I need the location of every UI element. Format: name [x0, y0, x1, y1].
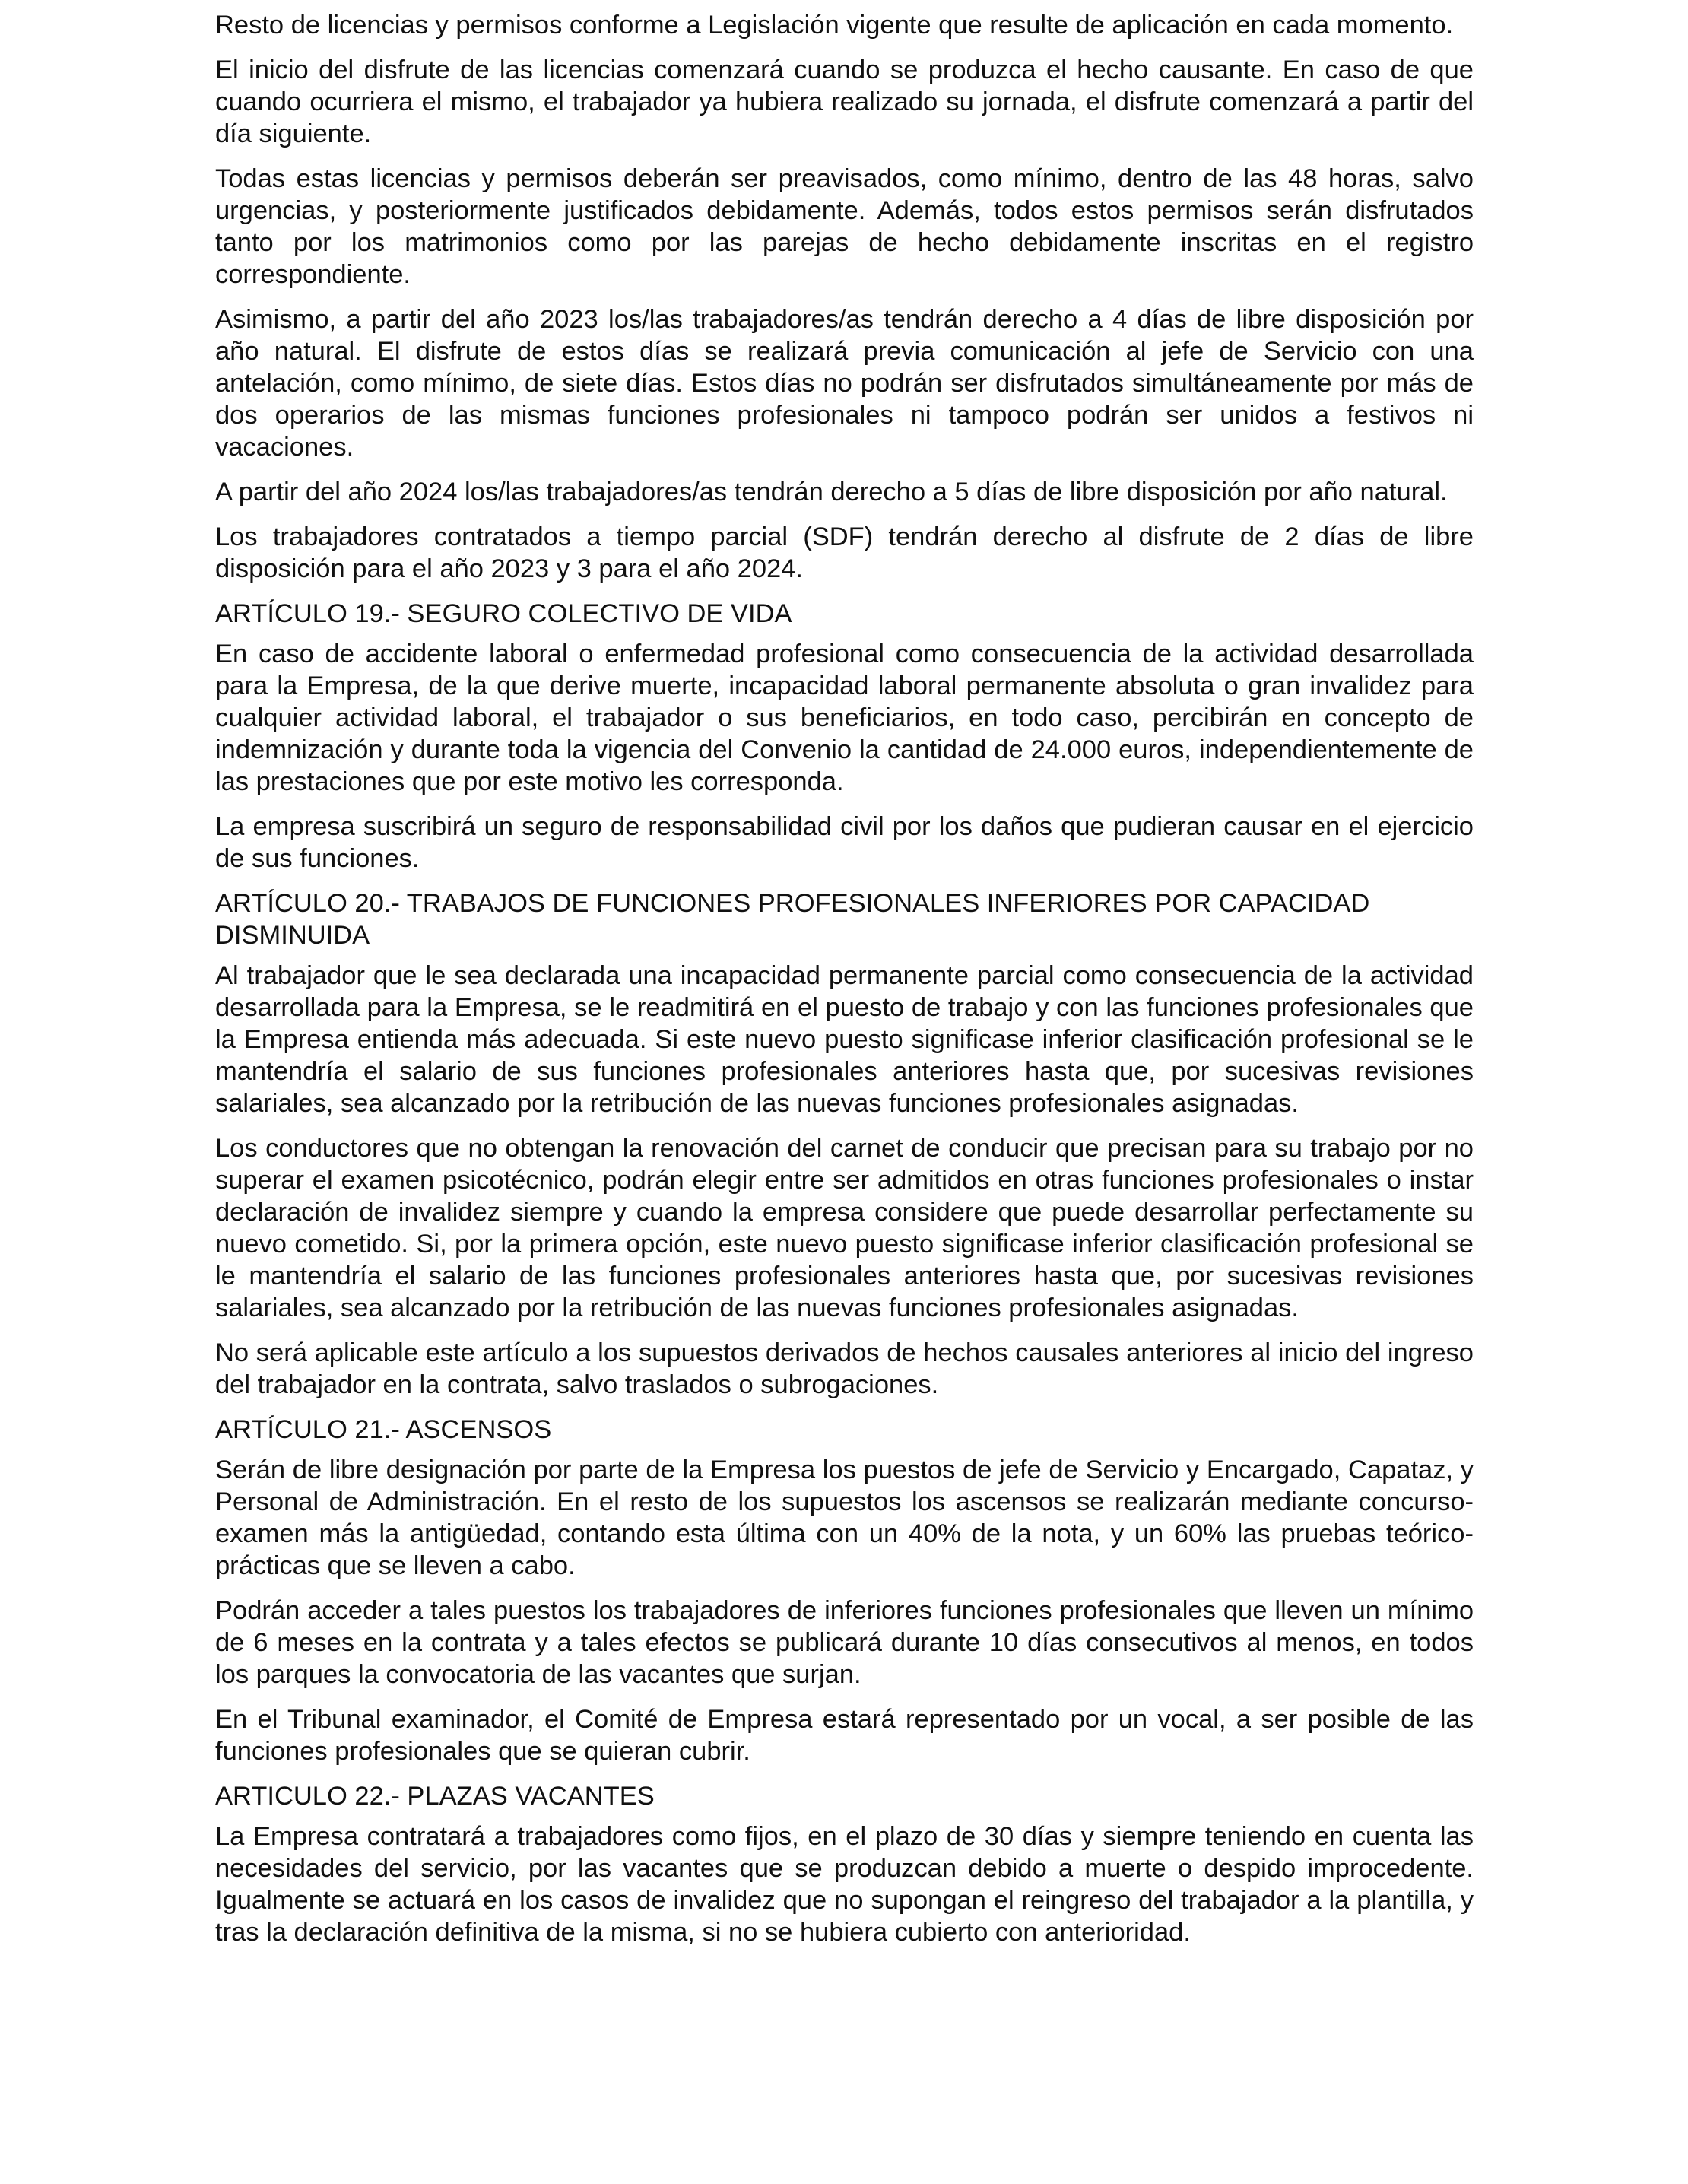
paragraph-seguro-vida: En caso de accidente laboral o enfermedad profesional como consecuencia de la actividad desarrollada para la Empresa, de la que derive muerte, incapacidad laboral permanente absoluta o gran invalidez para cualquier actividad laboral, el trabajador o sus beneficiarios, en todo caso, percibirán en concepto de indemnización y durante toda la vigencia del Convenio la cantidad de 24.000 euros, independientemente de las prestaciones que por este motivo les corresponda.: [215, 640, 1474, 796]
heading-articulo-21: ARTÍCULO 21.- ASCENSOS: [215, 1415, 552, 1444]
paragraph-plazas-vacantes: La Empresa contratará a trabajadores como fijos, en el plazo de 30 días y siempre teniendo en cuenta las necesidades del servicio, por las vacantes que se produzcan debido a muerte o despido improcedente. Igualmente se actuará en los casos de invalidez que no supongan el reingreso del trabajador a la plantilla, y tras la declaración definitiva de la misma, si no se hubiera cubierto con anterioridad.: [215, 1822, 1474, 1947]
paragraph-no-aplicable: No será aplicable este artículo a los supuestos derivados de hechos causales anteriores al inicio del ingreso del trabajador en la contrata, salvo traslados o subrogaciones.: [215, 1338, 1474, 1399]
heading-articulo-19: ARTÍCULO 19.- SEGURO COLECTIVO DE VIDA: [215, 599, 792, 628]
paragraph-libre-designacion: Serán de libre designación por parte de la Empresa los puestos de jefe de Servicio y Encargado, Capataz, y Personal de Administración. En el resto de los supuestos los ascensos se realizarán mediante concurso-examen más la antigüedad, contando esta última con un 40% de la nota, y un 60% las pruebas teórico-prácticas que se lleven a cabo.: [215, 1455, 1474, 1580]
paragraph-libre-disposicion-2023: Asimismo, a partir del año 2023 los/las trabajadores/as tendrán derecho a 4 días de libre disposición por año natural. El disfrute de estos días se realizará previa comunicación al jefe de Servicio con una antelación, como mínimo, de siete días. Estos días no podrán ser disfrutados simultáneamente por más de dos operarios de las mismas funciones profesionales ni tampoco podrán ser unidos a festivos ni vacaciones.: [215, 305, 1474, 462]
paragraph-tiempo-parcial: Los trabajadores contratados a tiempo parcial (SDF) tendrán derecho al disfrute de 2 días de libre disposición para el año 2023 y 3 para el año 2024.: [215, 522, 1474, 583]
paragraph-preaviso: Todas estas licencias y permisos deberán ser preavisados, como mínimo, dentro de las 48 horas, salvo urgencias, y posteriormente justificados debidamente. Además, todos estos permisos serán disfrutados tanto por los matrimonios como por las parejas de hecho debidamente inscritas en el registro correspondiente.: [215, 164, 1474, 289]
heading-articulo-20: ARTÍCULO 20.- TRABAJOS DE FUNCIONES PROFESIONALES INFERIORES POR CAPACIDAD DISMINUIDA: [215, 889, 1370, 950]
paragraph-incapacidad-parcial: Al trabajador que le sea declarada una incapacidad permanente parcial como consecuencia de la actividad desarrollada para la Empresa, se le readmitirá en el puesto de trabajo y con las funciones profesionales que la Empresa entienda más adecuada. Si este nuevo puesto significase inferior clasificación profesional se le mantendría el salario de sus funciones profesionales anteriores hasta que, por sucesivas revisiones salariales, sea alcanzado por la retribución de las nuevas funciones profesionales asignadas.: [215, 961, 1474, 1118]
paragraph-tribunal: En el Tribunal examinador, el Comité de Empresa estará representado por un vocal, a ser posible de las funciones profesionales que se quieran cubrir.: [215, 1705, 1474, 1766]
paragraph-acceso-puestos: Podrán acceder a tales puestos los trabajadores de inferiores funciones profesionales que lleven un mínimo de 6 meses en la contrata y a tales efectos se publicará durante 10 días consecutivos al menos, en todos los parques la convocatoria de las vacantes que surjan.: [215, 1596, 1474, 1689]
paragraph-inicio-disfrute: El inicio del disfrute de las licencias comenzará cuando se produzca el hecho causante. En caso de que cuando ocurriera el mismo, el trabajador ya hubiera realizado su jornada, el disfrute comenzará a partir del día siguiente.: [215, 56, 1474, 148]
paragraph-licencias-resto: Resto de licencias y permisos conforme a Legislación vigente que resulte de aplicación en cada momento.: [215, 11, 1454, 40]
document-page: [215, 9, 1474, 1961]
paragraph-responsabilidad-civil: La empresa suscribirá un seguro de responsabilidad civil por los daños que pudieran causar en el ejercicio de sus funciones.: [215, 812, 1474, 873]
heading-articulo-22: ARTICULO 22.- PLAZAS VACANTES: [215, 1782, 655, 1811]
paragraph-libre-disposicion-2024: A partir del año 2024 los/las trabajadores/as tendrán derecho a 5 días de libre disposición por año natural.: [215, 478, 1448, 506]
paragraph-conductores: Los conductores que no obtengan la renovación del carnet de conducir que precisan para su trabajo por no superar el examen psicotécnico, podrán elegir entre ser admitidos en otras funciones profesionales o instar declaración de invalidez siempre y cuando la empresa considere que puede desarrollar perfectamente su nuevo cometido. Si, por la primera opción, este nuevo puesto significase inferior clasificación profesional se le mantendría el salario de las funciones profesionales anteriores hasta que, por sucesivas revisiones salariales, sea alcanzado por la retribución de las nuevas funciones profesionales asignadas.: [215, 1134, 1474, 1322]
